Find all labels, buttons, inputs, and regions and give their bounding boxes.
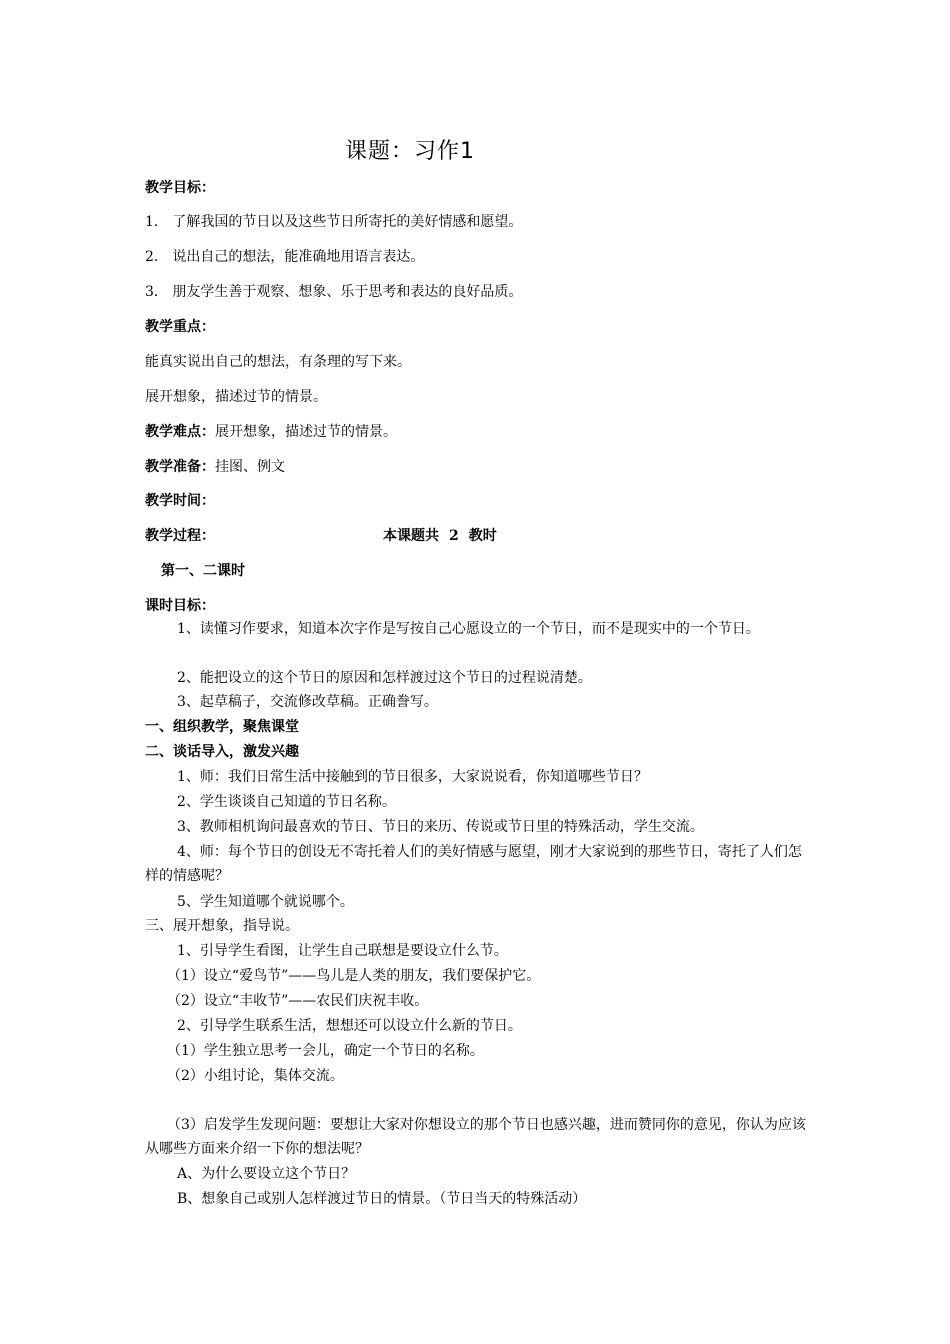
session-objective-item: 2、能把设立的这个节日的原因和怎样渡过这个节日的过程说清楚。	[177, 670, 592, 686]
objectives-heading: 教学目标：	[145, 180, 215, 196]
section2-item: 5、学生知道哪个就说哪个。	[177, 894, 354, 910]
objective-item: 1． 了解我国的节日以及这些节日所寄托的美好情感和愿望。	[145, 214, 523, 230]
section3-item: （1）学生独立思考一会儿，确定一个节日的名称。	[167, 1043, 484, 1059]
process-total-prefix: 本课题共	[383, 528, 439, 544]
section3-subitem: A、为什么要设立这个节日？	[177, 1166, 356, 1182]
process-row	[145, 527, 497, 545]
session-objectives-heading: 课时目标：	[145, 598, 215, 614]
key-points-heading: 教学重点：	[145, 319, 215, 335]
key-point-item: 展开想象，描述过节的情景。	[145, 389, 327, 405]
section2-item: 2、学生谈谈自己知道的节日名称。	[177, 794, 396, 810]
page-title: 课题：习作1	[345, 139, 475, 164]
process-total-number: 2	[449, 528, 459, 544]
preparation-label: 教学准备：	[145, 459, 215, 475]
session-objective-item: 3、起草稿子，交流修改草稿。正确誊写。	[177, 694, 438, 710]
section2-item: 4、师：每个节日的创设无不寄托着人们的美好情感与愿望，刚才大家说到的那些节日，寄托了人们怎样的情感呢？	[145, 844, 802, 884]
section3-item: （2）小组讨论，集体交流。	[167, 1068, 344, 1084]
section-heading: 三、展开想象，指导说。	[145, 918, 299, 934]
session-heading: 第一、二课时	[161, 563, 245, 579]
session-objective-item: 1、读懂习作要求，知道本次字作是写按自己心愿设立的一个节日，而不是现实中的一个节日。	[177, 621, 760, 637]
section3-item: （1）设立“爱鸟节”——鸟儿是人类的朋友，我们要保护它。	[167, 968, 541, 984]
objective-item: 3． 朋友学生善于观察、想象、乐于思考和表达的良好品质。	[145, 284, 523, 300]
objective-item: 2． 说出自己的想法，能准确地用语言表达。	[145, 249, 425, 265]
section3-item: 1、引导学生看图，让学生自己联想是要设立什么节。	[177, 943, 508, 959]
preparation-row	[145, 458, 285, 476]
preparation-text: 挂图、例文	[215, 459, 285, 475]
key-point-item: 能真实说出自己的想法，有条理的写下来。	[145, 354, 411, 370]
difficulty-row	[145, 423, 397, 441]
section3-subitem: B、想象自己或别人怎样渡过节日的情景。（节日当天的特殊活动）	[177, 1191, 587, 1207]
time-label: 教学时间：	[145, 493, 215, 509]
process-label: 教学过程：	[145, 528, 215, 544]
section3-item: （3）启发学生发现问题：要想让大家对你想设立的那个节日也感兴趣，进而赞同你的意见，你认为应该从哪些方面来介绍一下你的想法呢？	[145, 1117, 806, 1157]
section3-item: （2）设立“丰收节”——农民们庆祝丰收。	[167, 993, 429, 1009]
process-total-suffix: 教时	[468, 528, 497, 544]
difficulty-text: 展开想象，描述过节的情景。	[215, 424, 397, 440]
section3-item: 2、引导学生联系生活，想想还可以设立什么新的节日。	[177, 1018, 522, 1034]
section2-item: 1、师：我们日常生活中接触到的节日很多，大家说说看，你知道哪些节日？	[177, 769, 648, 785]
section2-item: 3、教师相机询问最喜欢的节日、节日的来历、传说或节日里的特殊活动，学生交流。	[177, 819, 704, 835]
section-heading: 一、组织教学，聚焦课堂	[145, 719, 299, 735]
difficulty-label: 教学难点：	[145, 424, 215, 440]
section-heading: 二、谈话导入，激发兴趣	[145, 744, 299, 760]
